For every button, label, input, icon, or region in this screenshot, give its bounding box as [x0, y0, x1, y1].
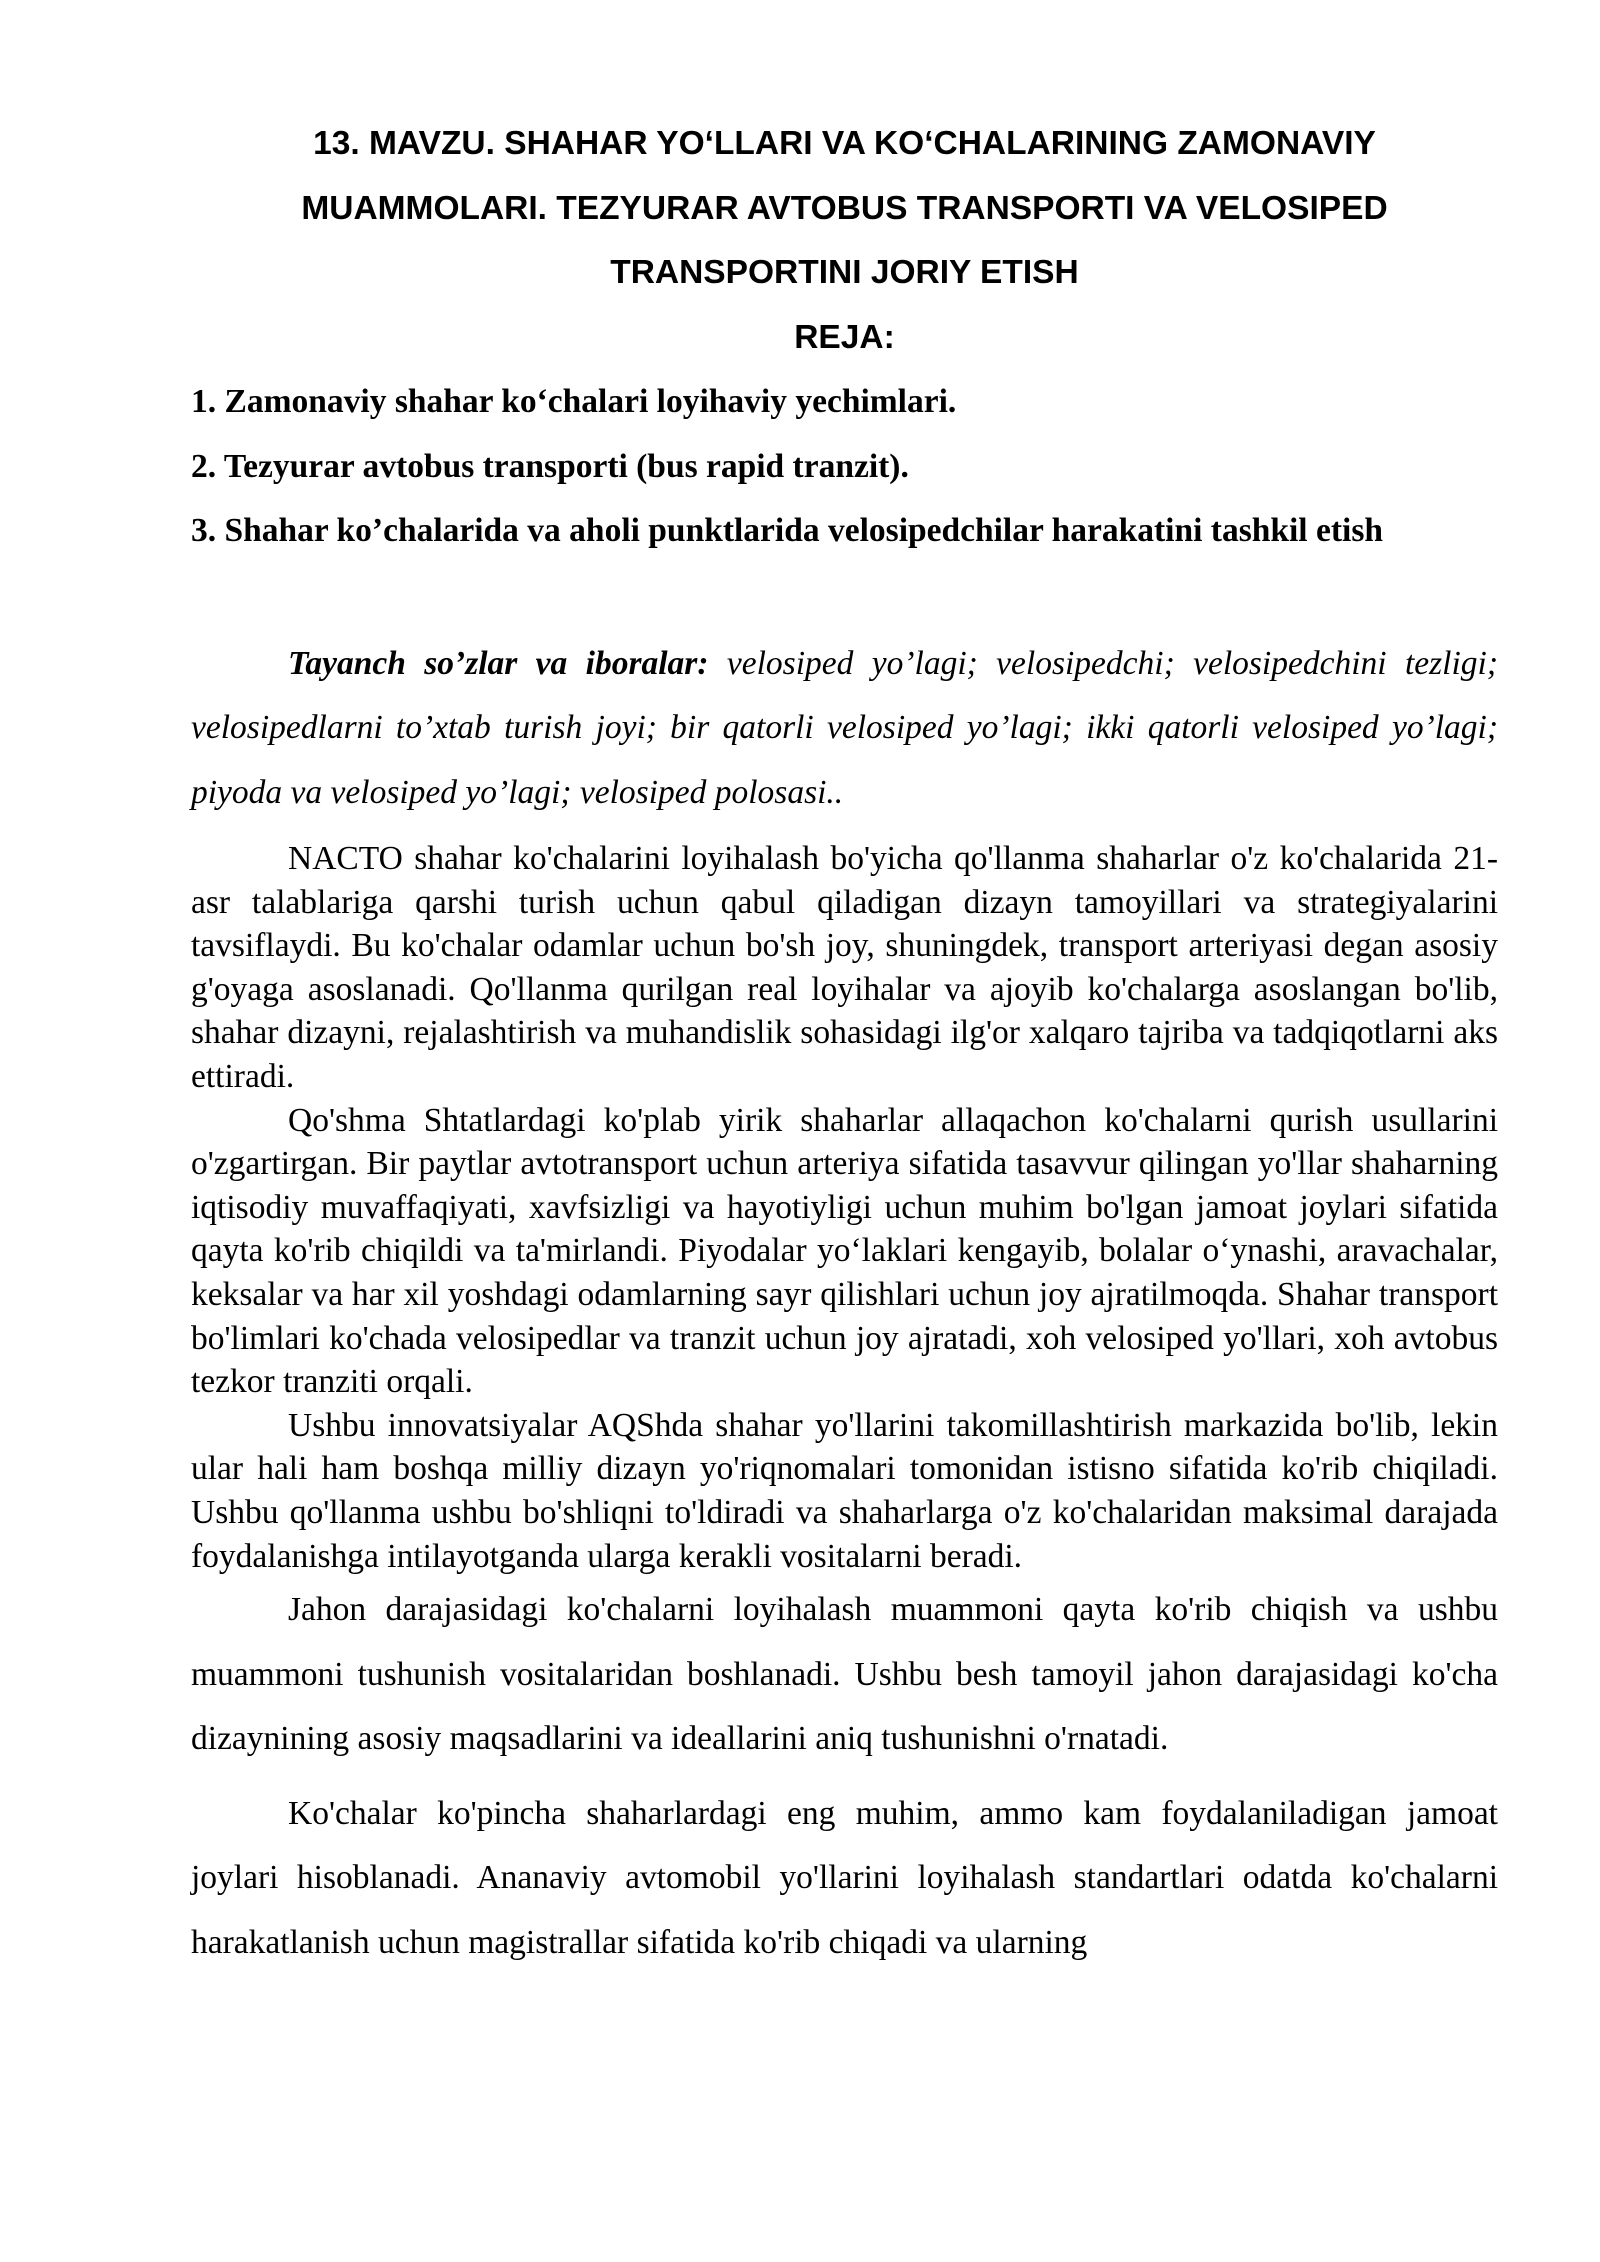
- body-paragraph-5: Ko'chalar ko'pincha shaharlardagi eng muhim, ammo kam foydalaniladigan jamoat joylari hisoblanadi. Ananaviy avtomobil yo'llarini loyihalash standartlari odatda ko'chalarni harakatlanish uchun magistrallar sifatida ko'rib chiqadi va ularning: [191, 1794, 1498, 1961]
- keywords-paragraph: [191, 632, 1498, 826]
- keywords-label: Tayanch so’zlar va iboralar:: [288, 644, 709, 682]
- plan-list: [191, 370, 1498, 564]
- document-page: [191, 112, 1498, 1975]
- section-spacer: [191, 564, 1498, 632]
- keywords-text: velosiped yo’lagi; velosipedchi; velosipedchini tezligi; velosipedlarni to’xtab turish joyi; bir qatorli velosiped yo’lagi; ikki qatorli velosiped yo’lagi; piyoda va velosiped yo’lagi; velosiped polosasi..: [191, 644, 1498, 811]
- plan-item-2: 2. Tezyurar avtobus transporti (bus rapid tranzit).: [191, 447, 909, 485]
- body-paragraph-2: Qo'shma Shtatlardagi ko'plab yirik shaharlar allaqachon ko'chalarni qurish usullarini o'zgartirgan. Bir paytlar avtotransport uchun arteriya sifatida tasavvur qilingan yo'llar shaharning iqtisodiy muvaffaqiyati, xavfsizligi va hayotiyligi uchun muhim bo'lgan jamoat joylari sifatida qayta ko'rib chiqildi va ta'mirlandi. Piyodalar yo‘laklari kengayib, bolalar o‘ynashi, aravachalar, keksalar va har xil yoshdagi odamlarning sayr qilishlari uchun joy ajratilmoqda. Shahar transport bo'limlari ko'chada velosipedlar va tranzit uchun joy ajratadi, xoh velosiped yo'llari, xoh avtobus tezkor tranziti orqali.: [191, 1101, 1498, 1401]
- plan-item-1: 1. Zamonaviy shahar ko‘chalari loyihaviy yechimlari.: [191, 383, 957, 420]
- plan-heading: REJA:: [794, 318, 895, 356]
- body-paragraph-1: NACTO shahar ko'chalarini loyihalash bo'yicha qo'llanma shaharlar o'z ko'chalarida 21-asr talablariga qarshi turish uchun qabul qiladigan dizayn tamoyillari va strategiyalarini tavsiflaydi. Bu ko'chalar odamlar uchun bo'sh joy, shuningdek, transport arteriyasi degan asosiy g'oyaga asoslanadi. Qo'llanma qurilgan real loyihalar va ajoyib ko'chalarga asoslangan bo'lib, shahar dizayni, rejalashtirish va muhandislik sohasidagi ilg'or xalqaro tajriba va tadqiqotlarni aks ettiradi.: [191, 840, 1498, 1095]
- body-paragraph-3: Ushbu innovatsiyalar AQShda shahar yo'llarini takomillashtirish markazida bo'lib, lekin ular hali ham boshqa milliy dizayn yo'riqnomalari tomonidan istisno sifatida ko'rib chiqiladi. Ushbu qo'llanma ushbu bo'shliqni to'ldiradi va shaharlarga o'z ko'chalaridan maksimal darajada foydalanishga intilayotganda ularga kerakli vositalarni beradi.: [191, 1406, 1498, 1575]
- title-line-1: 13. MAVZU. SHAHAR YO‘LLARI VA KO‘CHALARINING ZAMONAVIY: [313, 125, 1376, 162]
- body-paragraph-4: Jahon darajasidagi ko'chalarni loyihalash muammoni qayta ko'rib chiqish va ushbu muammoni tushunish vositalaridan boshlanadi. Ushbu besh tamoyil jahon darajasidagi ko'cha dizaynining asosiy maqsadlarini va ideallarini aniq tushunishni o'rnatadi.: [191, 1591, 1498, 1758]
- title-line-2: MUAMMOLARI. TEZYURAR AVTOBUS TRANSPORTI VA VELOSIPED: [301, 189, 1388, 227]
- plan-item-3: 3. Shahar ko’chalarida va aholi punktlarida velosipedchilar harakatini tashkil etish: [191, 512, 1383, 549]
- title-line-3: TRANSPORTINI JORIY ETISH: [610, 254, 1079, 291]
- document-title: [191, 112, 1498, 306]
